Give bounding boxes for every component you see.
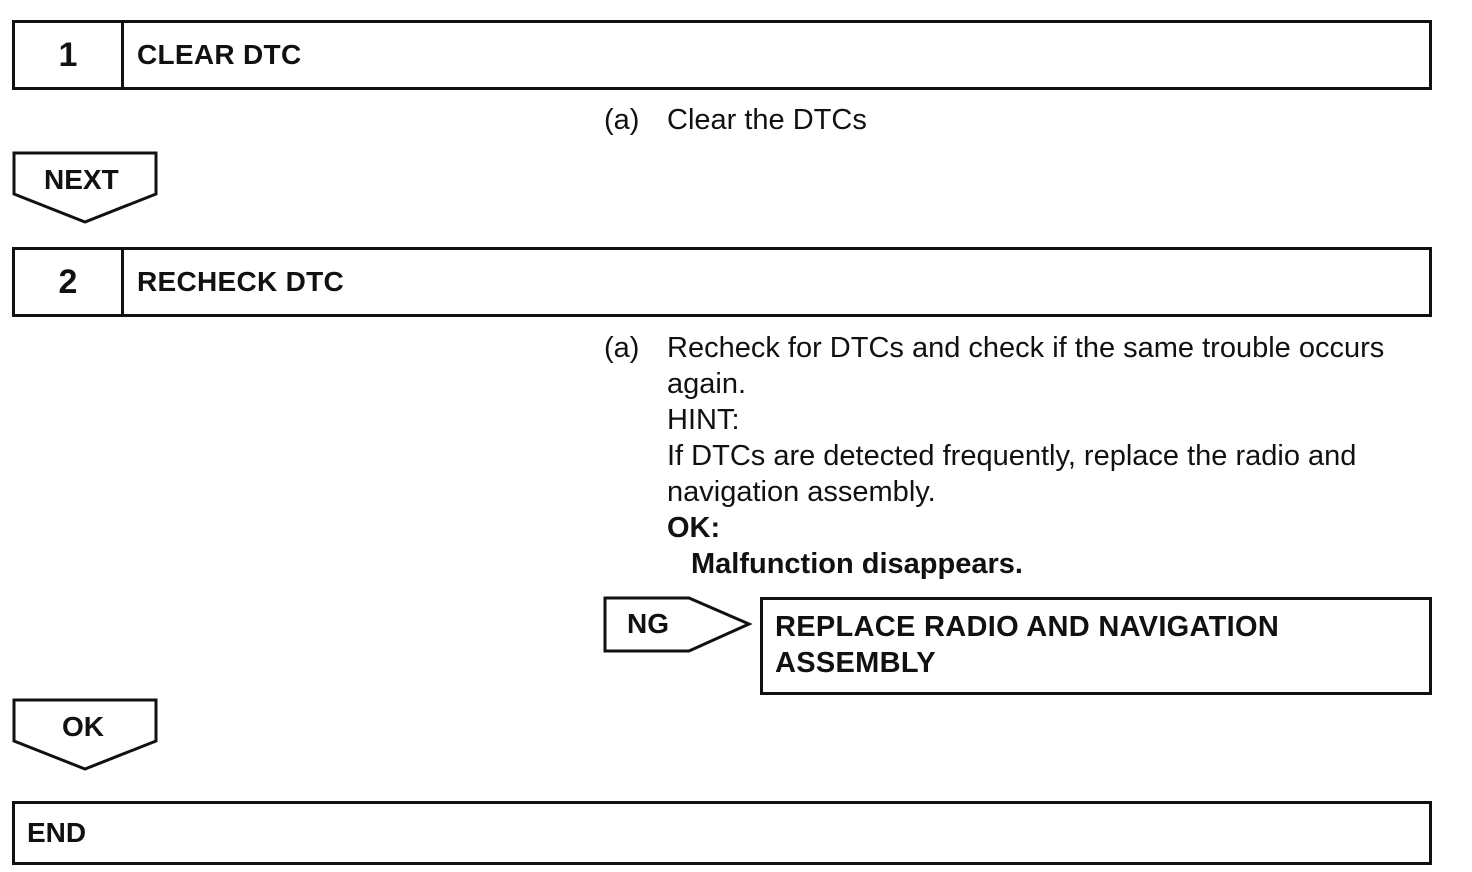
- hint-label: HINT:: [667, 404, 740, 436]
- ng-action-text: [775, 609, 1279, 681]
- ng-action-box: [760, 597, 1432, 695]
- end-label: END: [27, 817, 87, 848]
- step-2-number: 2: [15, 250, 124, 314]
- step-1-header: [12, 20, 1432, 90]
- step-1-item-text: Clear the DTCs: [667, 104, 867, 136]
- ok-criteria-condition: Malfunction disappears.: [691, 548, 1023, 580]
- step-2-title: RECHECK DTC: [137, 266, 345, 297]
- ng-arrow-shape: [603, 596, 755, 656]
- step-2-item-marker: (a): [604, 332, 640, 364]
- hint-line-1: If DTCs are detected frequently, replace the radio and: [667, 440, 1357, 472]
- hint-line-2: navigation assembly.: [667, 476, 936, 508]
- ng-arrow: [603, 596, 755, 656]
- step-2-header: [12, 247, 1432, 317]
- ng-action-line-1: REPLACE RADIO AND NAVIGATION: [775, 611, 1280, 643]
- step-1-title: CLEAR DTC: [137, 39, 302, 70]
- step-2-item-line-1: Recheck for DTCs and check if the same trouble occurs: [667, 332, 1385, 364]
- ok-criteria-label: OK:: [667, 512, 721, 544]
- ng-action-line-2: ASSEMBLY: [775, 647, 936, 679]
- step-2-item-line-2: again.: [667, 368, 747, 400]
- ok-label: OK: [62, 711, 104, 742]
- step-1-number: 1: [15, 23, 124, 87]
- next-label: NEXT: [44, 164, 119, 195]
- ok-arrow: [12, 698, 160, 774]
- ng-label: NG: [627, 608, 669, 639]
- end-box: [12, 801, 1432, 865]
- step-1-item-marker: (a): [604, 104, 640, 136]
- next-arrow: [12, 151, 160, 227]
